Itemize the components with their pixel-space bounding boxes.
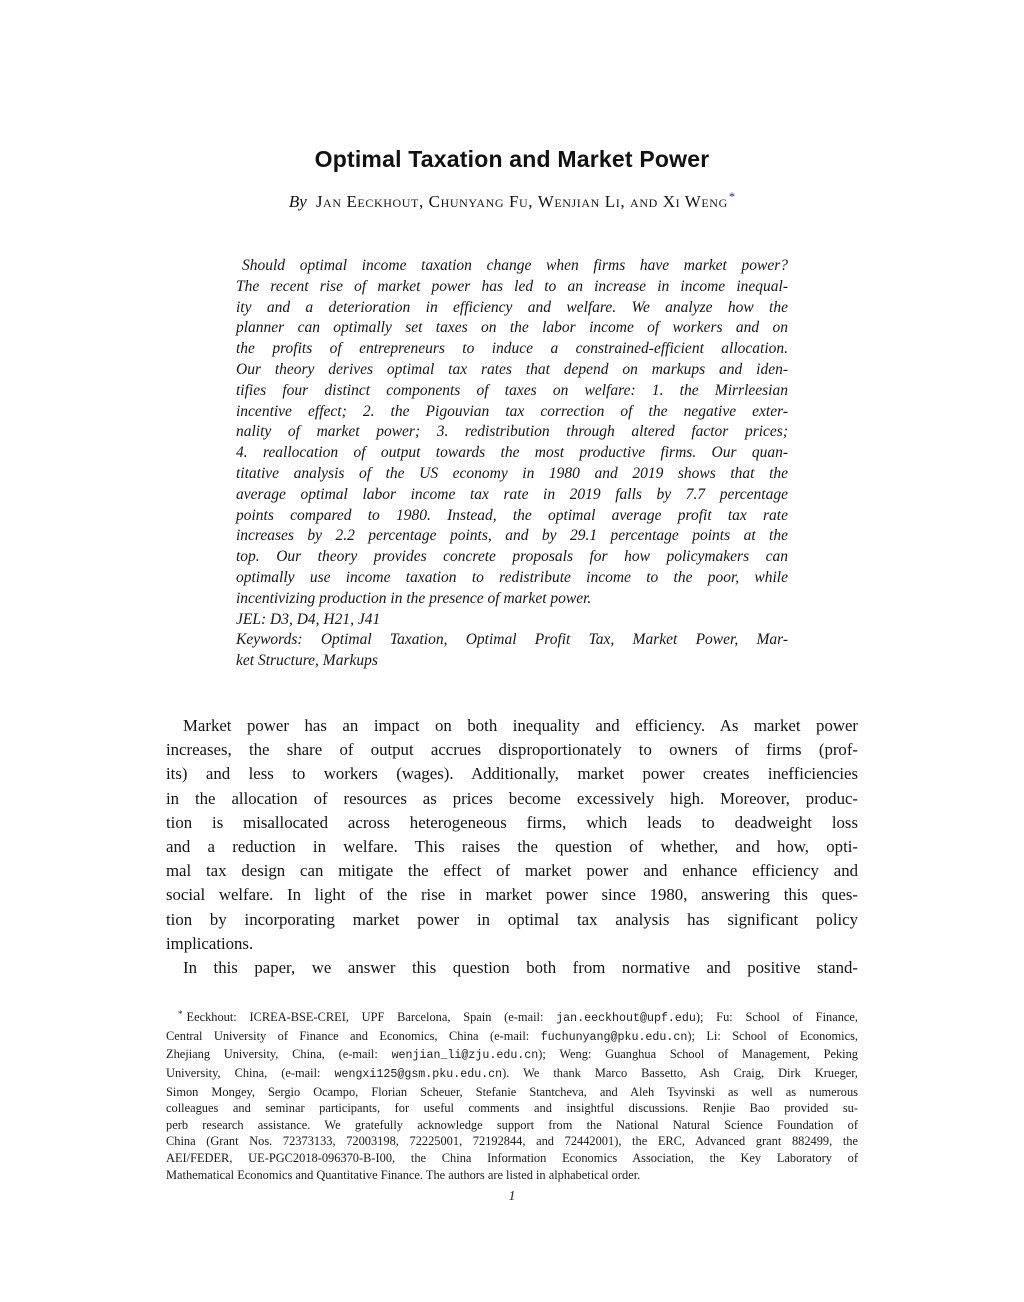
text-line (166, 1046, 858, 1065)
text-segment: colleagues and seminar participants, for useful comments and insightful discussions. Renjie Bao provided su- (166, 1101, 858, 1116)
text-line (236, 630, 788, 651)
text-segment: University, China, (e-mail: (166, 1065, 335, 1080)
text-line (236, 464, 788, 485)
footnote-link-asterisk[interactable]: * (728, 190, 736, 204)
text-segment: ); Li: School of Economics, (687, 1028, 858, 1043)
text-segment: perb research assistance. We gratefully acknowledge support from the National Natural Science Foundation of (166, 1117, 858, 1132)
text-segment: 4. reallocation of output towards the most productive firms. Our quan- (236, 444, 788, 462)
text-segment: incentivizing production in the presence of market power. (236, 589, 592, 607)
text-line (166, 859, 858, 883)
text-segment: and a reduction in welfare. This raises the question of whether, and how, opti- (166, 836, 858, 856)
text-segment: incentive effect; 2. the Pigouvian tax correction of the negative exter- (236, 402, 788, 420)
text-line (166, 956, 858, 980)
email-text: wenjian_li@zju.edu.cn (391, 1049, 539, 1063)
text-segment: AEI/FEDER, UE-PGC2018-096370-B-I00, the China Information Economics Association, the Key Laboratory of (166, 1150, 858, 1165)
text-segment: in the allocation of resources as prices become excessively high. Moreover, produc- (166, 788, 858, 808)
email-text: wengxi125@gsm.pku.edu.cn (334, 1067, 503, 1081)
text-segment: In this paper, we answer this question both from normative and positive stand- (183, 957, 858, 977)
text-segment: ); Weng: Guanghua School of Management, Peking (538, 1047, 859, 1062)
text-segment: implications. (166, 933, 254, 953)
text-segment: Our theory derives optimal tax rates that depend on markups and iden- (236, 360, 788, 378)
text-line (236, 443, 788, 464)
text-segment: ity and a deterioration in efficiency and welfare. We analyze how the (236, 298, 788, 316)
text-line (166, 1167, 858, 1184)
text-line (166, 1065, 858, 1084)
body-text (166, 714, 858, 980)
text-line (166, 762, 858, 786)
footnote-marker: * (178, 1009, 183, 1020)
page-number: 1 (508, 1188, 516, 1204)
text-line (166, 714, 858, 738)
text-line (236, 339, 788, 360)
text-segment: Should optimal income taxation change when firms have market power? (242, 257, 788, 274)
text-segment: nality of market power; 3. redistribution through altered factor prices; (236, 423, 788, 441)
text-line (236, 360, 788, 381)
text-segment: ket Structure, Markups (236, 652, 378, 670)
text-line (236, 568, 788, 589)
text-line (166, 811, 858, 835)
text-line (166, 738, 858, 762)
text-line (166, 932, 858, 956)
text-line (236, 277, 788, 298)
text-segment: mal tax design can mitigate the effect of market power and enhance efficiency and (166, 861, 858, 881)
text-line (236, 506, 788, 527)
text-line (166, 1100, 858, 1117)
email-text: fuchunyang@pku.edu.cn (540, 1030, 688, 1044)
footnote-block (166, 1006, 858, 1183)
text-segment: the profits of entrepreneurs to induce a constrained-efficient allocation. (236, 340, 788, 358)
text-segment: JEL: D3, D4, H21, J41 (236, 610, 381, 628)
body-paragraph (166, 714, 858, 956)
text-line (166, 1084, 858, 1101)
text-line (236, 402, 788, 423)
text-segment: tion is misallocated across heterogeneous firms, which leads to deadweight loss (166, 812, 858, 832)
text-segment: Simon Mongey, Sergio Ocampo, Florian Scheuer, Stefanie Stantcheva, and Aleh Tsyvinski as well as numerous (166, 1084, 858, 1099)
text-line (236, 610, 788, 631)
text-line (236, 256, 788, 277)
text-segment: planner can optimally set taxes on the labor income of workers and on (236, 319, 788, 337)
text-segment: average optimal labor income tax rate in 2019 falls by 7.7 percentage (236, 485, 788, 503)
text-segment: titative analysis of the US economy in 1980 and 2019 shows that the (236, 464, 788, 482)
text-line (236, 298, 788, 319)
email-text: jan.eeckhout@upf.edu (556, 1012, 696, 1026)
text-segment: points compared to 1980. Instead, the optimal average profit tax rate (236, 506, 788, 524)
text-segment: China (Grant Nos. 72373133, 72003198, 72225001, 72192844, and 72442001), the ERC, Advanced grant 882499, the (166, 1134, 858, 1149)
text-line (166, 883, 858, 907)
text-segment: Mathematical Economics and Quantitative Finance. The authors are listed in alphabetical order. (166, 1167, 641, 1182)
text-segment: Keywords: Optimal Taxation, Optimal Profit Tax, Market Power, Mar- (236, 631, 788, 649)
abstract-block (236, 256, 788, 672)
text-segment: The recent rise of market power has led to an increase in income inequal- (236, 277, 788, 295)
text-segment: Eeckhout: ICREA-BSE-CREI, UPF Barcelona, Spain (e-mail: (186, 1010, 557, 1025)
text-segment: top. Our theory provides concrete proposals for how policymakers can (236, 548, 788, 566)
text-line (166, 835, 858, 859)
text-segment: ). We thank Marco Bassetto, Ash Craig, Dirk Krueger, (502, 1065, 858, 1080)
text-line (166, 1006, 858, 1028)
text-line (236, 547, 788, 568)
text-line (166, 787, 858, 811)
text-line (236, 526, 788, 547)
text-line (236, 485, 788, 506)
body-paragraph (166, 956, 858, 980)
text-segment: its) and less to workers (wages). Additionally, market power creates inefficiencies (166, 764, 858, 784)
text-segment: social welfare. In light of the rise in market power since 1980, answering this ques- (166, 885, 858, 905)
text-line (166, 1117, 858, 1134)
text-line (166, 1150, 858, 1167)
text-segment: Market power has an impact on both inequality and efficiency. As market power (183, 715, 858, 735)
text-segment: ); Fu: School of Finance, (695, 1010, 858, 1025)
byline-by: By (288, 192, 307, 211)
text-segment: tion by incorporating market power in optimal tax analysis has significant policy (166, 909, 858, 929)
text-line (236, 381, 788, 402)
text-segment: increases, the share of output accrues disproportionately to owners of firms (prof- (166, 740, 858, 760)
text-line (166, 1028, 858, 1047)
text-segment: increases by 2.2 percentage points, and by 29.1 percentage points at the (236, 527, 788, 545)
text-segment: Zhejiang University, China, (e-mail: (166, 1047, 392, 1062)
text-segment: optimally use income taxation to redistribute income to the poor, while (236, 568, 788, 586)
byline-authors: Jan Eeckhout, Chunyang Fu, Wenjian Li, and Xi Weng (315, 192, 728, 211)
text-line (166, 908, 858, 932)
text-line (236, 422, 788, 443)
byline (0, 190, 1024, 212)
text-segment: Central University of Finance and Economics, China (e-mail: (166, 1028, 541, 1043)
text-line (236, 318, 788, 339)
text-line (236, 589, 788, 610)
text-line (166, 1133, 858, 1150)
paper-title: Optimal Taxation and Market Power (314, 146, 710, 172)
text-segment: tifies four distinct components of taxes on welfare: 1. the Mirrleesian (236, 381, 788, 399)
text-line (236, 651, 788, 672)
